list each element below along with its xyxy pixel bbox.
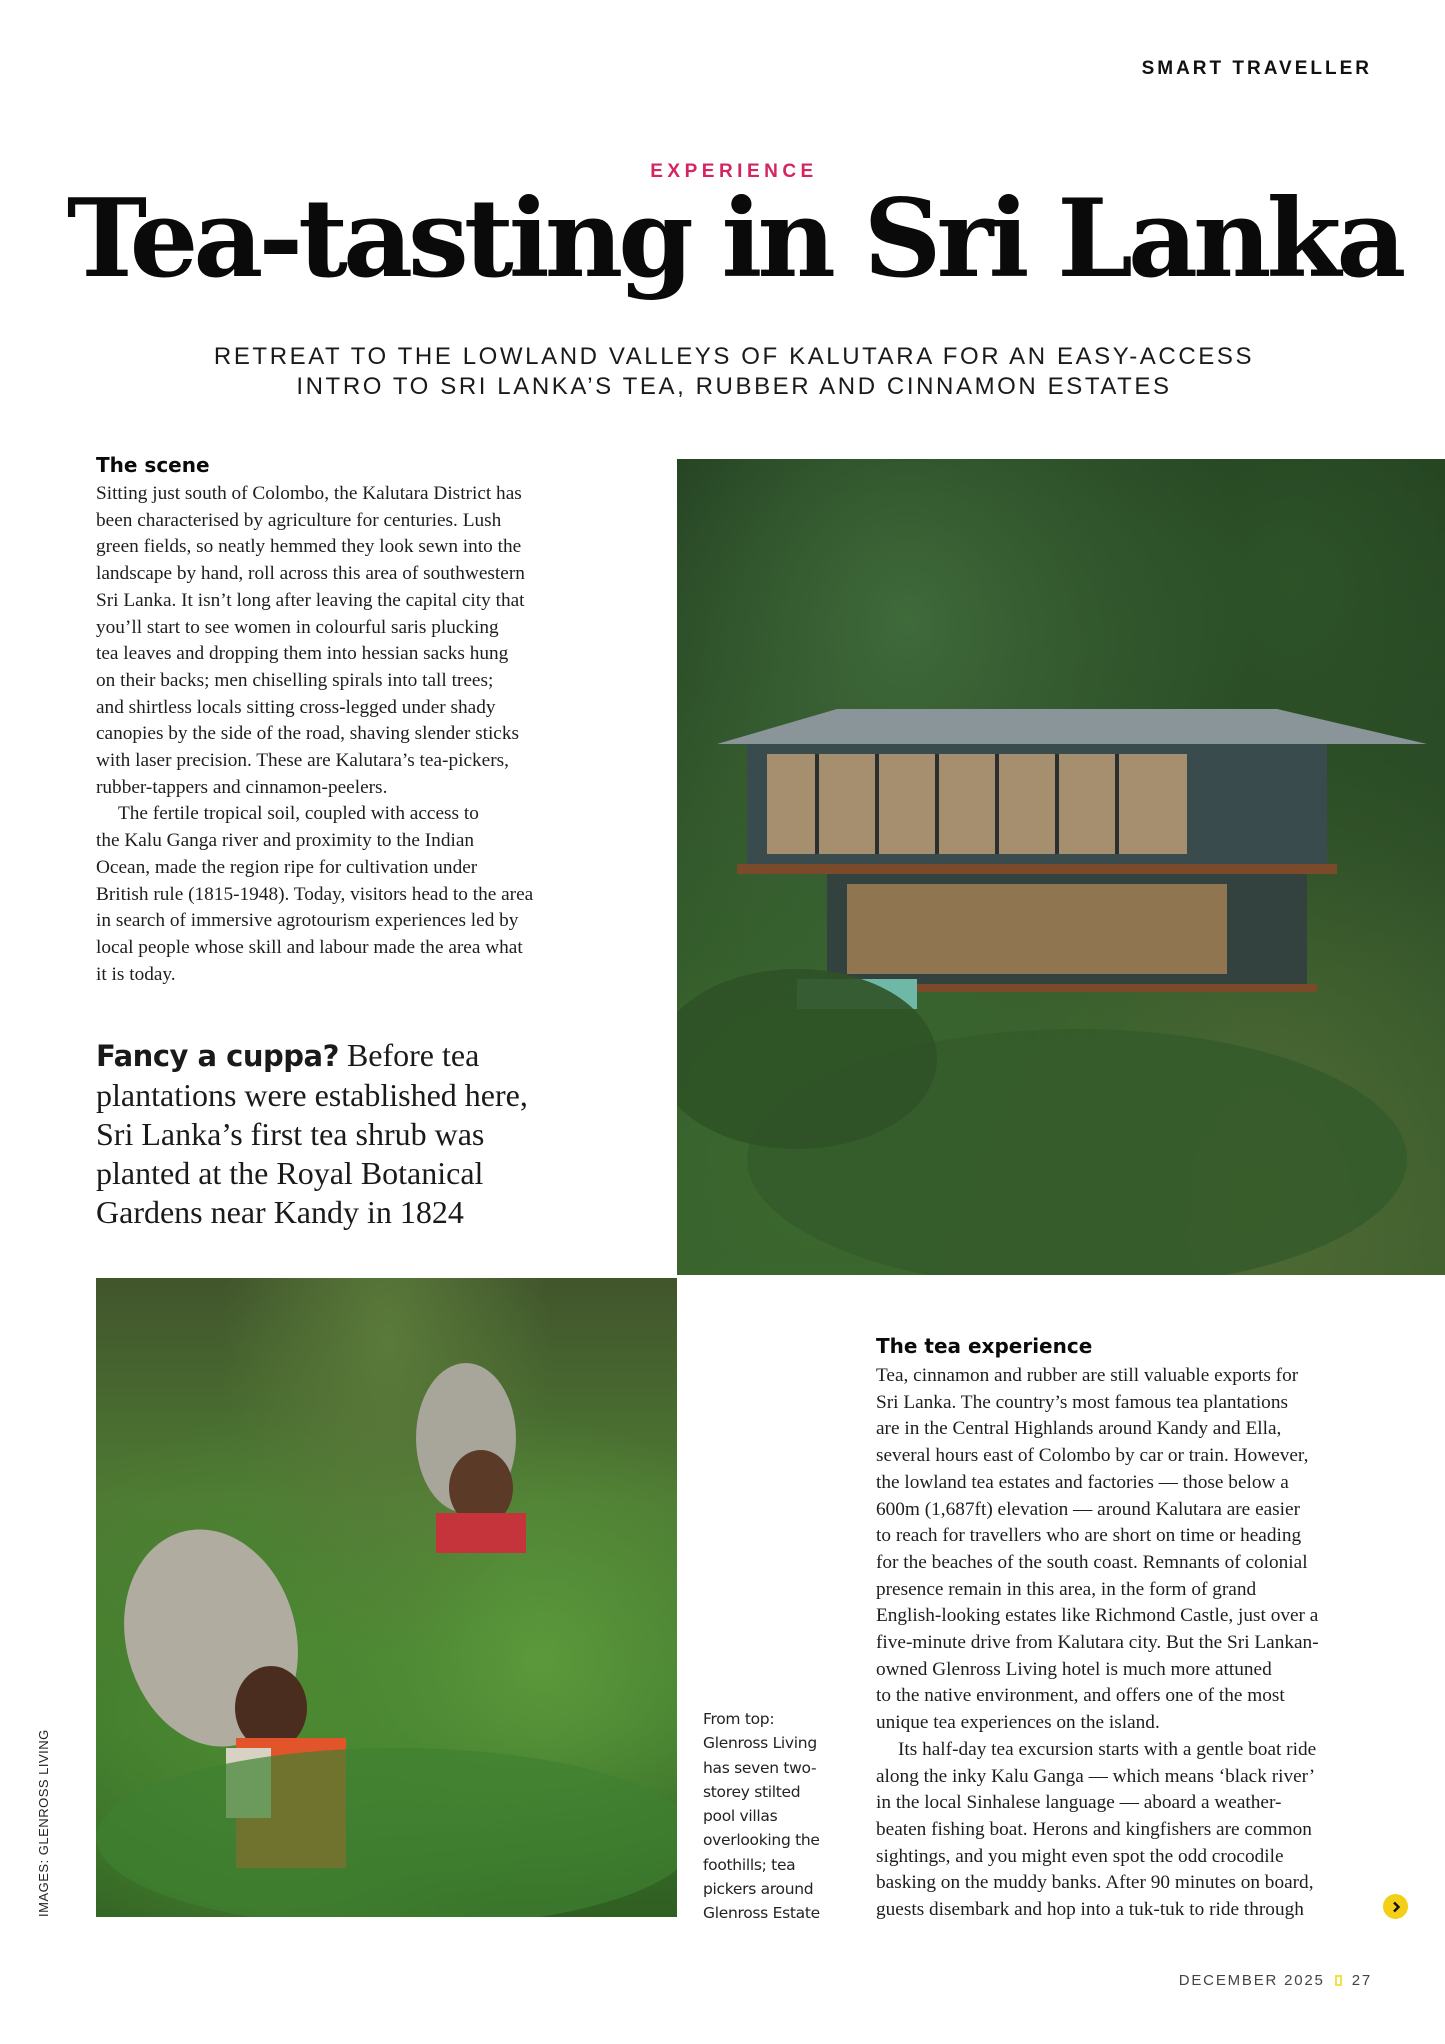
issue-date: DECEMBER 2025 <box>1178 1972 1325 1989</box>
body-line: canopies by the side of the road, shaving slender sticks <box>96 723 520 745</box>
body-line: several hours east of Colombo by car or train. However, <box>876 1445 1309 1467</box>
body-line: 600m (1,687ft) elevation — around Kalutara are easier <box>876 1498 1301 1520</box>
body-line: are in the Central Highlands around Kandy and Ella, <box>876 1418 1282 1440</box>
body-line: Tea, cinnamon and rubber are still valuable exports for <box>876 1365 1299 1386</box>
body-line: five-minute drive from Kalutara city. But the Sri Lankan- <box>876 1632 1319 1654</box>
body-line: it is today. <box>96 963 176 985</box>
caption-line: storey stilted <box>703 1782 801 1801</box>
caption-line: Glenross Estate <box>703 1904 820 1923</box>
continue-button[interactable] <box>1383 1894 1408 1919</box>
body-line: The fertile tropical soil, coupled with access to <box>118 803 479 825</box>
pull-quote <box>96 1036 528 1232</box>
body-line: unique tea experiences on the island. <box>876 1712 1160 1734</box>
caption-line: foothills; tea <box>703 1855 796 1874</box>
standfirst-line: RETREAT TO THE LOWLAND VALLEYS OF KALUTARA FOR AN EASY-ACCESS <box>213 343 1255 370</box>
page-number: 27 <box>1351 1972 1372 1989</box>
body-line: to the native environment, and offers one of the most <box>876 1685 1285 1707</box>
caption-line: From top: <box>703 1710 775 1728</box>
chevron-right-icon <box>1390 1901 1402 1913</box>
villa-photo <box>677 459 1445 1275</box>
body-line: with laser precision. These are Kalutara’s tea-pickers, <box>96 750 509 772</box>
body-line: landscape by hand, roll across this area of southwestern <box>96 563 525 585</box>
section-label: SMART TRAVELLER <box>1141 58 1372 79</box>
body-line: Sitting just south of Colombo, the Kalutara District has <box>96 483 522 504</box>
body-line: sightings, and you might even spot the odd crocodile <box>876 1845 1284 1867</box>
body-line: presence remain in this area, in the form of grand <box>876 1578 1257 1600</box>
body-line: the lowland tea estates and factories — those below a <box>876 1471 1289 1493</box>
body-line: local people whose skill and labour made the area what <box>96 936 523 958</box>
body-line: Sri Lanka. It isn’t long after leaving the capital city that <box>96 589 525 611</box>
body-line: on their backs; men chiselling spirals into tall trees; <box>96 669 494 691</box>
body-line: Sri Lanka. The country’s most famous tea plantations <box>876 1391 1288 1413</box>
pull-quote-line: Before tea <box>338 1037 480 1073</box>
article-standfirst <box>0 342 1445 402</box>
body-line: tea leaves and dropping them into hessian sacks hung <box>96 643 509 665</box>
scene-body <box>96 481 533 988</box>
tea-body <box>876 1363 1319 1924</box>
body-line: green fields, so neatly hemmed they look sewn into the <box>96 536 522 558</box>
footer-separator <box>1335 1975 1342 1986</box>
caption-line: Glenross Living <box>703 1734 817 1753</box>
tea-pickers-photo <box>96 1278 677 1917</box>
scene-heading: The scene <box>96 453 210 477</box>
tea-heading: The tea experience <box>876 1334 1093 1358</box>
pull-quote-line: planted at the Royal Botanical <box>96 1155 484 1191</box>
pull-quote-line: plantations were established here, <box>96 1077 528 1113</box>
body-line: English-looking estates like Richmond Castle, just over a <box>876 1605 1319 1627</box>
caption-line: overlooking the <box>703 1831 820 1850</box>
body-line: beaten fishing boat. Herons and kingfishers are common <box>876 1818 1312 1840</box>
body-line: to reach for travellers who are short on time or heading <box>876 1525 1302 1547</box>
article-title: Tea-tasting in Sri Lanka <box>66 176 1402 302</box>
image-credit: IMAGES: GLENROSS LIVING <box>36 1729 51 1917</box>
body-line: you’ll start to see women in colourful saris plucking <box>96 616 499 638</box>
body-line: along the inky Kalu Ganga — which means ‘black river’ <box>876 1765 1316 1787</box>
pull-quote-line: Sri Lanka’s first tea shrub was <box>96 1116 485 1152</box>
caption-line: pool villas <box>703 1807 778 1826</box>
standfirst-line: INTRO TO SRI LANKA’S TEA, RUBBER AND CINNAMON ESTATES <box>296 373 1172 400</box>
caption-line: has seven two- <box>703 1758 817 1777</box>
photo-caption <box>703 1707 820 1926</box>
body-line: for the beaches of the south coast. Remnants of colonial <box>876 1551 1308 1573</box>
body-line: been characterised by agriculture for centuries. Lush <box>96 509 502 531</box>
article-kicker: EXPERIENCE <box>650 161 818 182</box>
body-line: the Kalu Ganga river and proximity to the Indian <box>96 830 475 852</box>
body-line: in the local Sinhalese language — aboard a weather- <box>876 1792 1282 1814</box>
pull-quote-lead: Fancy a cuppa? <box>96 1039 339 1073</box>
page-footer <box>1179 1972 1372 1989</box>
body-line: owned Glenross Living hotel is much more attuned <box>876 1658 1272 1680</box>
body-line: rubber-tappers and cinnamon-peelers. <box>96 776 388 798</box>
body-line: basking on the muddy banks. After 90 minutes on board, <box>876 1872 1314 1894</box>
body-line: British rule (1815-1948). Today, visitors head to the area <box>96 883 534 905</box>
caption-line: pickers around <box>703 1880 814 1899</box>
villa-illustration <box>677 459 1445 1275</box>
body-line: and shirtless locals sitting cross-legged under shady <box>96 696 496 718</box>
body-line: guests disembark and hop into a tuk-tuk to ride through <box>876 1899 1304 1921</box>
pull-quote-line: Gardens near Kandy in 1824 <box>96 1194 464 1230</box>
tea-pickers-illustration <box>96 1278 677 1917</box>
body-line: Ocean, made the region ripe for cultivation under <box>96 856 478 878</box>
body-line: Its half-day tea excursion starts with a gentle boat ride <box>898 1738 1317 1760</box>
body-line: in search of immersive agrotourism experiences led by <box>96 910 519 932</box>
